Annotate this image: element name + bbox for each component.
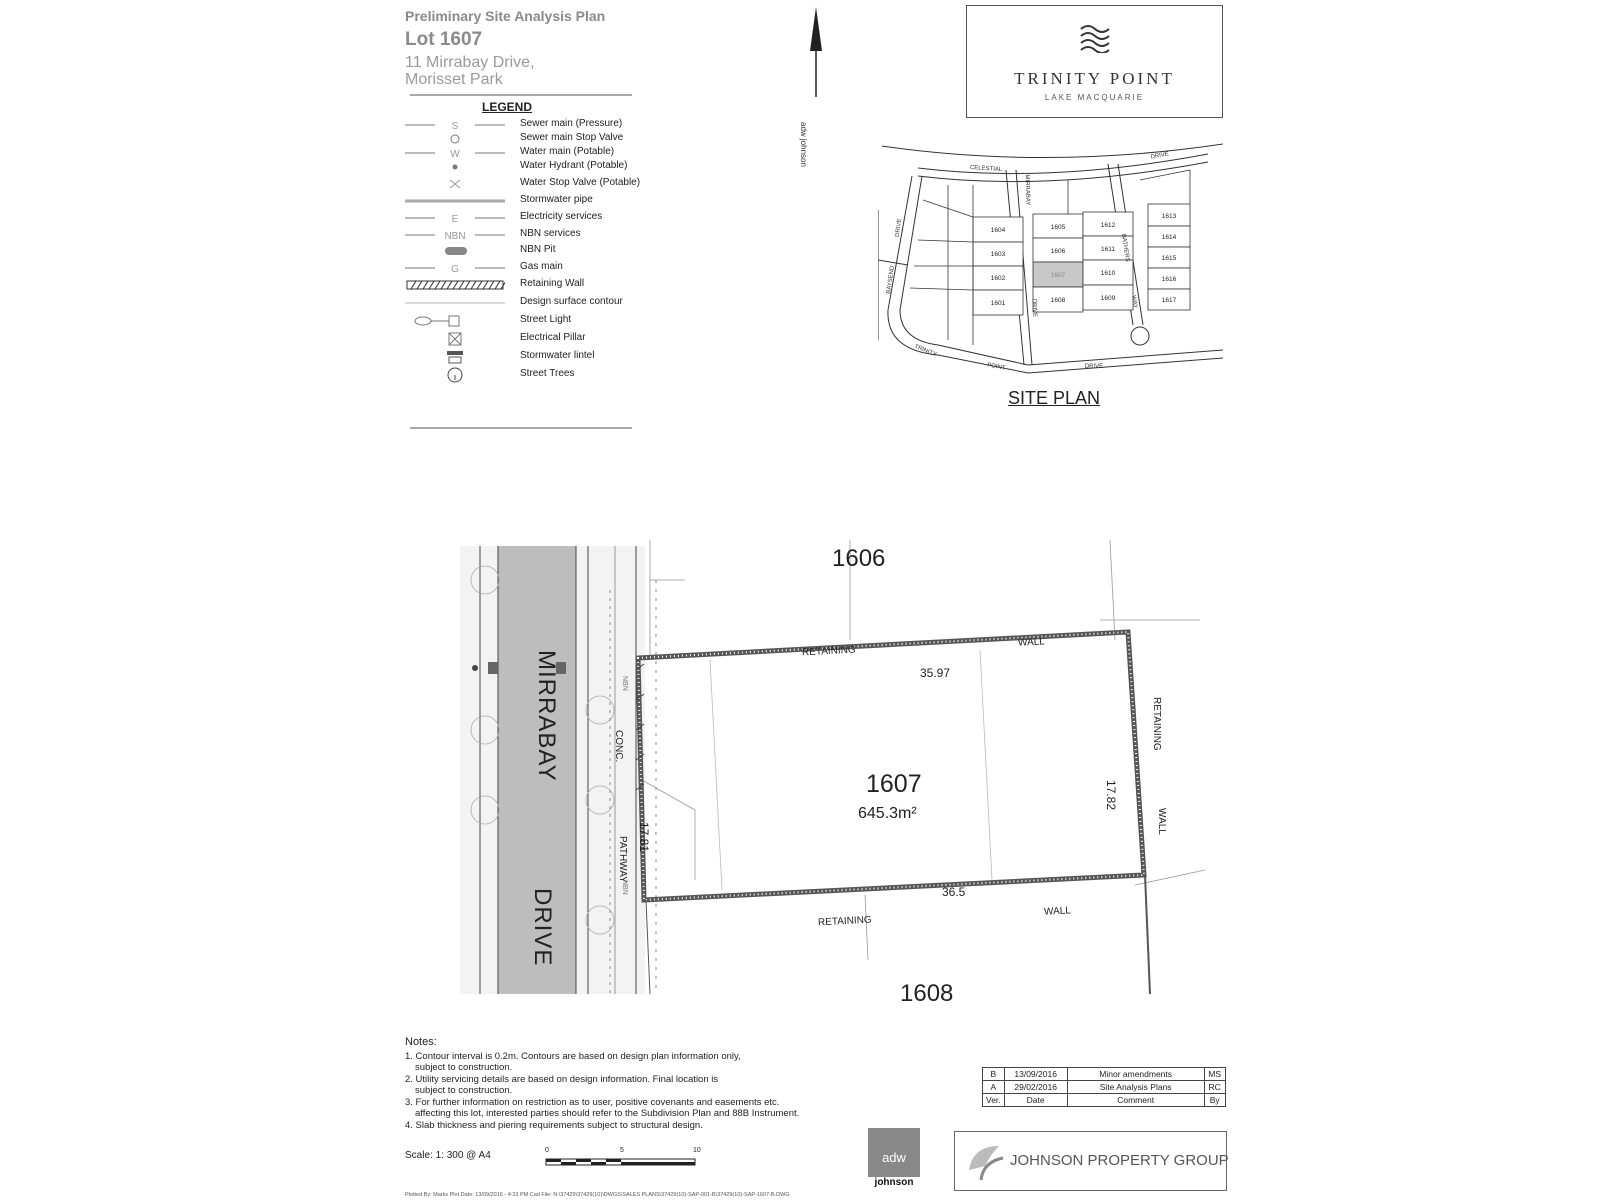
- scale-label: Scale: 1: 300 @ A4: [405, 1150, 491, 1161]
- johnson-property-group-logo: [954, 1131, 1227, 1191]
- leaf-icon: [963, 1140, 1008, 1182]
- legend-label: Electricity services: [520, 211, 603, 222]
- site-lot-label: 1609: [1100, 295, 1116, 302]
- road-name-1: MIRRABAY: [533, 650, 560, 782]
- street-label: DRIVE: [894, 218, 904, 238]
- legend-row: [405, 159, 665, 175]
- legend-symbol-icon: [405, 159, 505, 175]
- legend-label: NBN services: [520, 228, 581, 239]
- adw-johnson-logo: [868, 1128, 920, 1188]
- street-label: MIRRABAY: [1023, 174, 1031, 206]
- legend-symbol-icon: [405, 193, 505, 209]
- site-plan-title: SITE PLAN: [1008, 388, 1101, 408]
- revision-table: [982, 1067, 1226, 1107]
- legend-symbol-icon: [405, 277, 505, 293]
- adw-logo-name: johnson: [868, 1177, 920, 1188]
- legend-code: E: [451, 214, 459, 225]
- waves-icon: [1079, 21, 1111, 53]
- lot-title: Lot 1607: [405, 29, 483, 50]
- wall-label-top-2: WALL: [1017, 636, 1046, 649]
- plan-subtitle: Preliminary Site Analysis Plan: [405, 8, 606, 24]
- legend-label: Sewer main Stop Valve: [520, 132, 624, 143]
- neighbor-lot-top: 1606: [832, 545, 886, 572]
- scale-tick-0: 0: [545, 1147, 549, 1154]
- north-arrow-label: adw johnson: [799, 122, 808, 167]
- lot-boundary: [638, 632, 1144, 900]
- legend-symbol-icon: [405, 295, 505, 311]
- site-lot-label: 1601: [990, 300, 1006, 307]
- road-name-2: DRIVE: [529, 888, 556, 967]
- site-lot-label: 1605: [1050, 224, 1066, 231]
- address-line-1: 11 Mirrabay Drive,: [405, 54, 535, 71]
- site-lot-label-highlighted: 1607: [1050, 272, 1066, 279]
- site-lot-label: 1602: [990, 275, 1006, 282]
- logo-title: TRINITY POINT: [1014, 69, 1175, 88]
- legend-row: [405, 176, 665, 192]
- note-line: subject to construction.: [415, 1062, 513, 1073]
- site-lot-label: 1604: [990, 227, 1006, 234]
- legend-label: Water main (Potable): [520, 146, 615, 157]
- notes-heading: Notes:: [405, 1036, 437, 1048]
- legend-symbol-icon: [405, 313, 505, 329]
- legend-row: [405, 367, 665, 383]
- wall-label-right-2: WALL: [1156, 808, 1167, 835]
- legend-code: G: [451, 264, 459, 275]
- legend-label: NBN Pit: [520, 244, 556, 255]
- neighbor-lot-bottom: 1608: [900, 980, 954, 1007]
- legend-symbol-icon: [405, 210, 505, 226]
- site-lot-label: 1606: [1050, 248, 1066, 255]
- rev-header-ver: Ver.: [983, 1094, 1005, 1107]
- note-line: 3. For further information on restriction as to user, positive covenants and easements etc.: [405, 1096, 780, 1108]
- nbn-service-label: NBN: [621, 676, 628, 691]
- adw-logo-mark: adw: [882, 1150, 906, 1165]
- site-lot-label: 1603: [990, 251, 1006, 258]
- stormwater-lintel-icon: [488, 662, 498, 674]
- rev-date: 13/09/2016: [1004, 1068, 1067, 1081]
- legend-label: Sewer main (Pressure): [520, 118, 623, 129]
- legend-label: Design surface contour: [520, 296, 623, 307]
- wall-label-bottom-2: WALL: [1043, 905, 1072, 918]
- legend-row: [405, 193, 665, 209]
- street-label: BAYSEND: [886, 265, 896, 295]
- legend-label: Stormwater pipe: [520, 194, 593, 205]
- legend-label: Water Stop Valve (Potable): [520, 177, 641, 188]
- legend-row: [405, 260, 665, 276]
- legend-label: Electrical Pillar: [520, 332, 586, 343]
- legend-symbol-icon: [405, 176, 505, 192]
- title-divider: [410, 94, 632, 96]
- legend-label: Retaining Wall: [520, 278, 585, 289]
- dimension-top: 35.97: [920, 666, 951, 680]
- legend-code: NBN: [444, 231, 466, 242]
- address-line-2: Morisset Park: [405, 71, 503, 88]
- scale-bar: [545, 1157, 705, 1167]
- wall-label-right-1: RETAINING: [1151, 697, 1162, 751]
- path-label-1: CONC.: [613, 730, 624, 763]
- revision-row: [983, 1068, 1226, 1081]
- legend-symbol-icon: [405, 227, 505, 243]
- rev-by: RC: [1204, 1081, 1225, 1094]
- site-lot-label: 1612: [1100, 222, 1116, 229]
- site-lot-label: 1614: [1161, 234, 1177, 241]
- legend-divider: [410, 427, 632, 429]
- rev-ver: A: [983, 1081, 1005, 1094]
- site-lot-label: 1611: [1101, 246, 1115, 253]
- legend-row: [405, 227, 665, 243]
- wall-label-top-1: RETAINING: [801, 644, 856, 659]
- logo-subtitle: LAKE MACQUARIE: [1044, 93, 1145, 102]
- legend-symbol-icon: [405, 260, 505, 276]
- note-line: 4. Slab thickness and piering requirements subject to structural design.: [405, 1119, 703, 1131]
- rev-date: 29/02/2016: [1004, 1081, 1067, 1094]
- legend-code: W: [450, 149, 460, 160]
- rev-by: MS: [1204, 1068, 1225, 1081]
- legend-row: [405, 331, 665, 347]
- note-line: affecting this lot, interested parties should refer to the Subdivision Plan and 88B Instrument.: [415, 1108, 800, 1119]
- rev-header-by: By: [1204, 1094, 1225, 1107]
- street-label: TRINITY: [913, 343, 938, 359]
- scale-tick-10: 10: [693, 1147, 701, 1154]
- legend-label: Street Light: [520, 314, 572, 325]
- street-label: DRIVE: [1150, 151, 1170, 161]
- rev-comment: Site Analysis Plans: [1067, 1081, 1204, 1094]
- street-light-icon: [472, 665, 478, 671]
- legend-row: [405, 313, 665, 329]
- legend-symbol-icon: [405, 331, 505, 347]
- note-line: subject to construction.: [415, 1085, 513, 1096]
- legend-label: Street Trees: [520, 368, 575, 379]
- dimension-right: 17.82: [1104, 780, 1118, 811]
- site-lot-label: 1617: [1161, 297, 1177, 304]
- street-label: POINT: [986, 362, 1006, 372]
- legend-symbol-icon: [405, 243, 505, 259]
- legend-label: Stormwater lintel: [520, 350, 595, 361]
- path-label-2: PATHWAY: [617, 836, 628, 883]
- plot-footer: Plotted By: Marks Plot Date: 13/09/2016 - 4:33 PM Cad File: N:\37429\37429(10)\DWGS\SALES PLANS\37429(10)-SAP-001-B\37429(10)-SAP-1607-B.DWG: [405, 1192, 790, 1198]
- legend-label: Gas main: [520, 261, 563, 272]
- note-line: 2. Utility servicing details are based on design information. Final location is: [405, 1073, 719, 1085]
- scale-tick-5: 5: [620, 1147, 624, 1154]
- rev-ver: B: [983, 1068, 1005, 1081]
- legend-symbol-icon: [405, 367, 505, 383]
- site-lot-label: 1613: [1161, 213, 1177, 220]
- notes: [405, 1037, 885, 1131]
- trinity-point-logo: [966, 5, 1223, 118]
- legend-code: S: [451, 121, 459, 132]
- wall-label-bottom-1: RETAINING: [817, 914, 872, 929]
- lot-number: 1607: [866, 770, 922, 798]
- legend-row: [405, 349, 665, 365]
- rev-comment: Minor amendments: [1067, 1068, 1204, 1081]
- rev-header-comment: Comment: [1067, 1094, 1204, 1107]
- site-lot-label: 1610: [1100, 270, 1116, 277]
- rev-header-date: Date: [1004, 1094, 1067, 1107]
- street-label: CELESTIAL: [969, 164, 1003, 174]
- street-label: BATHERS: [1119, 233, 1131, 263]
- legend-row: [405, 210, 665, 226]
- street-label: WAY: [1130, 294, 1138, 309]
- street-label: DRIVE: [1030, 298, 1038, 318]
- dimension-bottom: 36.5: [942, 885, 966, 899]
- site-plan-map: [878, 140, 1223, 390]
- lot-area: 645.3m²: [858, 805, 917, 822]
- street-label: DRIVE: [1084, 364, 1104, 370]
- legend-title: LEGEND: [482, 100, 533, 114]
- site-lot-label: 1615: [1161, 255, 1177, 262]
- legend-row: [405, 295, 665, 311]
- note-line: 1. Contour interval is 0.2m. Contours are based on design plan information only,: [405, 1050, 741, 1062]
- revision-header-row: [983, 1094, 1226, 1107]
- legend-symbol-icon: [405, 349, 505, 365]
- revision-row: [983, 1081, 1226, 1094]
- nbn-service-label: NBN: [621, 880, 628, 895]
- company-name: JOHNSON PROPERTY GROUP: [1010, 1152, 1229, 1169]
- legend-row: [405, 243, 665, 259]
- site-lot-label: 1608: [1050, 297, 1066, 304]
- legend-row: [405, 277, 665, 293]
- legend-label: Water Hydrant (Potable): [520, 160, 628, 171]
- site-lot-label: 1616: [1161, 276, 1177, 283]
- dimension-left: 17.81: [637, 822, 651, 853]
